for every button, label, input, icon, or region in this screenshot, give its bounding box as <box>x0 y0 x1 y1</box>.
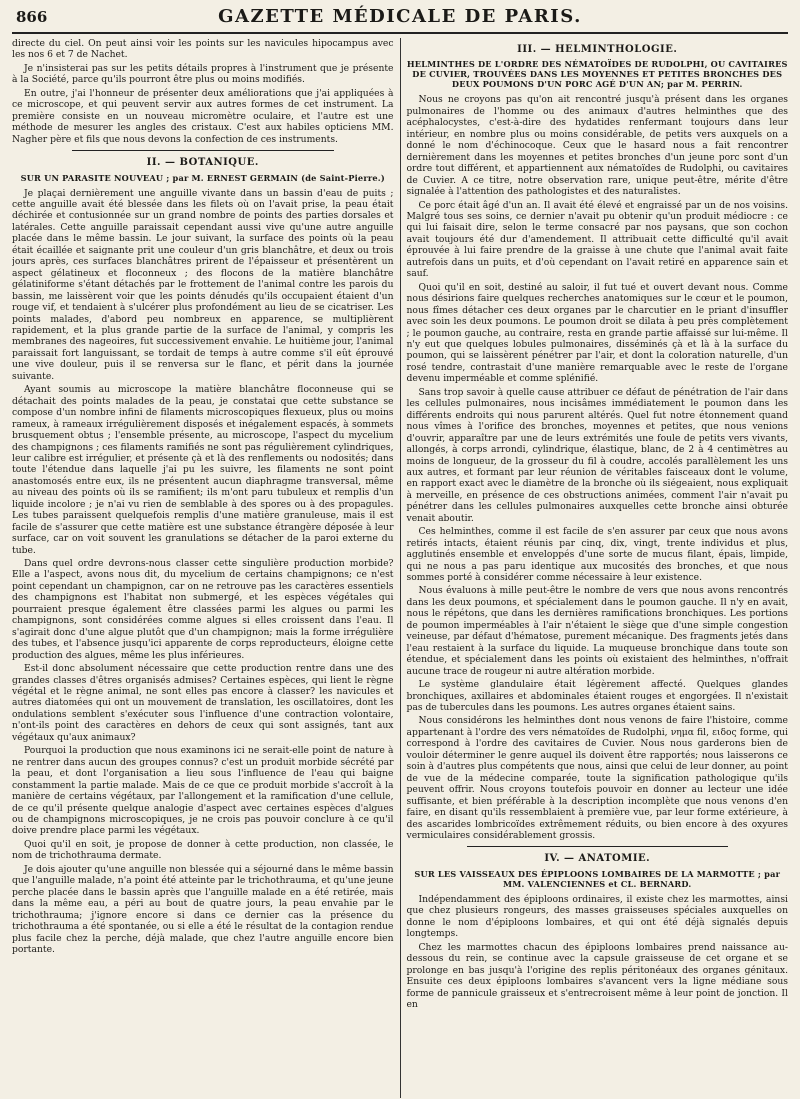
article-paragraph: Sans trop savoir à quelle cause attribuer ce défaut de pénétration de l'air dans les cellules pulmonaires, nous incisâmes immédiatement le poumon dans les différents endroits qui nous parurent altérés. Quel fut notre étonnement quand nous vîmes à l'orifice des bronches, moyennes et petites, que nous venions d'ouvrir, apparaître par une de leurs extrémités une foule de petits vers vivants, allongés, à corps arrondi, cylindrique, élastique, blanc, de 2 à 4 centimètres au moins de longueur, de la grosseur du fil à coudre, accolés parallèlement les uns aux autres, et formant par leur réunion de véritables faisceaux dont le volume, en rapport exact avec le diamètre de la bronche où ils siégeaient, nous expliquait à merveille, en présence de ces obstructions animées, comment l'air n'avait pu pénétrer dans les cellules pulmonaires auxquelles cette bronche ainsi obturée venait aboutir. <box>406 386 788 524</box>
page-number: 866 <box>16 8 48 26</box>
article-paragraph: Ce porc était âgé d'un an. Il avait été élevé et engraissé par un de nos voisins. Malgré tous ses soins, ce dernier n'avait pu obtenir qu'un produit médiocre : ce qui lui faisait dire, selon le terme consacré par nos paysans, que son cochon avait toujours été dur d'amendement. Il attribuait cette difficulté qu'il avait éprouvée à lui faire prendre de la graisse à une chute que l'animal avait faite autrefois dans un puits, et d'où cependant on l'avait retiré en apparence sain et sauf. <box>406 199 788 280</box>
page-header <box>12 6 788 34</box>
intro-paragraph: Je n'insisterai pas sur les petits détails propres à l'instrument que je présente à la Société, parce qu'ils pourront être plus ou moins modifiés. <box>12 62 394 86</box>
article-paragraph: Pourquoi la production que nous examinons ici ne serait-elle point de nature à ne rentrer dans aucun des groupes connus? c'est un produit morbide sécrété par la peau, et dont l'organisation a lieu sous l'influence de l'eau qui baigne constamment la partie malade. Mais de ce que ce produit morbide s'accroît à la manière de certains végétaux, par l'allongement et la ramification d'une cellule, de ce qu'il présente quelque analogie d'aspect avec certaines espèces d'algues ou de champignons microscopiques, je ne crois pas pouvoir conclure à ce qu'il doive prendre place parmi les végétaux. <box>12 745 394 837</box>
article-paragraph: Est-il donc absolument nécessaire que cette production rentre dans une des grandes classes d'êtres organisés admises? Certaines espèces, qui lient le règne végétal et le règne animal, ne sont elles pas encore à classer? les navicules et autres diatomées qui ont un mouvement de translation, les oscillatoires, dont les ondulations semblent s'exécuter sous l'influence d'une contraction volontaire, n'ont-ils point des caractères en dehors de ceux qui sont assignés, tant aux végétaux qu'aux animaux? <box>12 663 394 743</box>
article-paragraph: Dans quel ordre devrons-nous classer cette singulière production morbide? Elle a l'aspect, avons nous dit, du mycelium de certains champignons; ce n'est point cependant un champignon, car on ne retrouve pas les caractères essentiels des champignons est l'habitat non submergé, et les espèces végétales qui pourraient presque également être classées parmi les algues ou parmi les champignons, sont considérées comme algues si elles croissent dans l'eau. Il s'agirait donc d'une algue plutôt que d'un champignon; mais la forme irrégulière des tubes, et l'absence jusqu'ici apparente de corps reproducteurs, éloigne cette production des algues, même les plus inférieures. <box>12 558 394 661</box>
section-heading-botanique: II. — BOTANIQUE. <box>146 157 259 169</box>
article-paragraph: Je dois ajouter qu'une anguille non blessée qui a séjourné dans le même bassin que l'anguille malade, n'a point été atteinte par le trichothrauma, et qu'une jeune perche placée dans le bassin après que l'anguille malade en a été retirée, mais dans la même eau, a péri au bout de quatre jours, la peau envahie par le trichothrauma; j'ignore encore si dans ce dernier cas la présence du trichothrauma a été spontanée, ou si elle a été le résultat de la contagion rendue plus facile chez la perche, déjà malade, que chez l'autre anguille encore bien portante. <box>12 863 394 955</box>
article-paragraph: Ces helminthes, comme il est facile de s'en assurer par ceux que nous avons retirés intacts, étaient réunis par cinq, dix, vingt, trente individus et plus, agglutinés ensemble et enveloppés d'une sorte de mucus filant, épais, limpide, qui ne nous a pas paru identique aux mucosités des bronches, et que nous sommes porté à considérer comme nécessaire à leur existence. <box>406 526 788 584</box>
article-paragraph: Nous ne croyons pas qu'on ait rencontré jusqu'à présent dans les organes pulmonaires de l'homme ou des animaux d'autres helminthes que des acéphalocystes, c'est-à-dire des hydatides renfermant toujours dans leur intérieur, en nombre plus ou moins considérable, de petits vers auxquels on a donné le nom d'échinocoque. Ceux que le hasard nous a fait rencontrer dernièrement dans les moyennes et petites bronches d'un jeune porc sont d'un ordre tout différent, et appartiennent aux nématoïdes de Rudolphi, ou cavitaires de Cuvier. A ce titre, notre observation rare, unique peut-être, mérite d'être signalée à l'attention des pathologistes et des naturalistes. <box>406 94 788 198</box>
section-separator <box>72 150 334 151</box>
intro-paragraph: directe du ciel. On peut ainsi voir les points sur les navicules hipocampus avec les nos 6 et 7 de Nachet. <box>12 38 394 61</box>
article-paragraph: Nous évaluons à mille peut-être le nombre de vers que nous avons rencontrés dans les deux poumons, et spécialement dans le poumon gauche. Il n'y en avait, nous le répétons, que dans les dernières ramifications bronchiques. Les portions de poumon imperméables à l'air n'étaient le siège que d'une simple congestion veineuse, par défaut d'hématose, purement mécanique. Des fragments jetés dans l'eau restaient à la surface du liquide. La muqueuse bronchique dans toute son étendue, et spécialement dans les points où existaient des helminthes, n'offrait aucune trace de rougeur ni autre altération morbide. <box>406 585 788 677</box>
section-heading-helminthologie: III. — HELMINTHOLOGIE. <box>517 44 678 55</box>
article-paragraph: Nous considérons les helminthes dont nous venons de faire l'histoire, comme appartenant à l'ordre des vers nématoïdes de Rudolphi, νημα fil, ειδος forme, qui correspond à l'ordre des cavitaires de Cuvier. Nous nous garderons bien de vouloir déterminer le genre auquel ils doivent être rapportés; nous laisserons ce soin à d'autres plus compétents que nous, ainsi que celui de leur donner, au point de vue de la médecine comparée, toute la signification pathologique qu'ils peuvent offrir. Nous croyons toutefois pouvoir en donner au lecteur une idée suffisante, et bien préférable à la description incomplète que nous venons d'en faire, en disant qu'ils ressemblaient à première vue, par leur forme extérieure, à des ascarides lombricoïdes extrêmement réduits, ou bien encore à des oxyures vermiculaires considérablement grossis. <box>406 715 788 841</box>
journal-title: GAZETTE MÉDICALE DE PARIS. <box>218 6 582 27</box>
article-subheading-helminthes: HELMINTHES DE L'ORDRE DES NÉMATOÏDES DE RUDOLPHI, OU CAVITAIRES DE CUVIER, TROUVÉES DANS LES MOYENNES ET PETITES BRONCHES DES DEUX POUMONS D'UN PORC AGÉ D'UN AN; par M. PERRIN. <box>406 59 788 90</box>
intro-paragraph: En outre, j'ai l'honneur de présenter deux améliorations que j'ai appliquées à ce microscope, et qui peuvent servir aux autres formes de cet instrument. La première consiste en un nouveau micromètre oculaire, et l'autre est une méthode de mesurer les angles des cristaux. C'est aux habiles opticiens MM. Nagher père et fils que nous devons la confection de ces instruments. <box>12 87 394 145</box>
article-paragraph: Indépendamment des épiploons ordinaires, il existe chez les marmottes, ainsi que chez plusieurs rongeurs, des masses graisseuses spéciales auxquelles on donne le nom d'épiploons lombaires, et qui ont été déjà signalés depuis longtemps. <box>406 893 788 940</box>
article-paragraph: Le système glandulaire était légèrement affecté. Quelques glandes bronchiques, axillaires et abdominales étaient rouges et engorgées. Il n'existait pas de tubercules dans les poumons. Les autres organes étaient sains. <box>406 679 788 714</box>
article-subheading-epiploons: SUR LES VAISSEAUX DES ÉPIPLOONS LOMBAIRES DE LA MARMOTTE ; par MM. VALENCIENNES et CL. BERNARD. <box>414 868 781 889</box>
article-paragraph: Quoi qu'il en soit, je propose de donner à cette production, non classée, le nom de trichothrauma dermate. <box>12 838 394 862</box>
article-subheading-parasite: SUR UN PARASITE NOUVEAU ; par M. ERNEST GERMAIN (de Saint-Pierre.) <box>20 172 385 183</box>
section-separator <box>467 846 729 847</box>
article-columns <box>12 38 788 1098</box>
article-paragraph: Ayant soumis au microscope la matière blanchâtre floconneuse qui se détachait des points malades de la peau, je constatai que cette substance se compose d'un nombre infini de filaments microscopiques flexueux, plus ou moins rameux, à rameaux irrégulièrement disposés et inégalement espacés, à sommets brusquement obtus ; l'ensemble présente, au microscope, l'aspect du mycelium des champignons ; ces filaments ramifiés ne sont pas régulièrement cylindriques, leur calibre est irrégulier, et présente çà et là des renflements ou nodosités; dans toute l'étendue dans laquelle j'ai pu les suivre, les filaments ne sont point anastomosés entre eux, ils ne présentent aucun diaphragme transversal, même au niveau des points où ils se ramifient; ils m'ont paru tubuleux et remplis d'un liquide incolore ; je n'ai vu rien de semblable à des spores ou à des propagules. Les tubes paraissent quelquefois remplis d'une matière granuleuse, mais il est facile de s'assurer que cette matière est une substance étrangère déposée à leur surface, car on voit souvent les granulations se détacher de la paroi externe du tube. <box>12 384 394 556</box>
right-column <box>401 38 789 1098</box>
section-heading-anatomie: IV. — ANATOMIE. <box>544 853 651 865</box>
article-paragraph: Je plaçai dernièrement une anguille vivante dans un bassin d'eau de puits ; cette anguille avait été blessée dans les filets où on l'avait prise, la peau était déchirée et contusionnée sur un grand nombre de points des parties dorsales et latérales. Cette anguille paraissait cependant aussi vive qu'une autre anguille placée dans le même bassin. Le jour suivant, la surface des points où la peau était écaillée et saignante prit une couleur d'un gris blanchâtre, et deux ou trois jours après, ces surfaces blanchâtres prirent de l'épaisseur et présentèrent un aspect gélatineux et floconneux ; des flocons de la matière blanchâtre gélatiniforme s'étant détachés par le frottement de l'animal contre les parois du bassin, me laissèrent voir que les points dénudés qu'ils occupaient étaient d'un rouge vif, et tendaient à s'ulcérer plus profondément au lieu de se cicatriser. Les points malades, d'abord peu nombreux en apparence, se multiplièrent rapidement, et la plus grande partie de la surface de l'animal, y compris les membranes des nageoires, fut successivement envahie. Le huitième jour, l'animal paraissait fort languissant, se tordait de temps à autre comme s'il eût éprouvé une vive douleur, puis il se renversa sur le flanc, et périt dans la journée suivante. <box>12 187 394 382</box>
article-paragraph: Chez les marmottes chacun des épiploons lombaires prend naissance au-dessous du rein, se continue avec la capsule graisseuse de cet organe et se prolonge en bas jusqu'à l'origine des replis péritonéaux des organes génitaux. Ensuite ces deux épiploons lombaires s'avancent vers la ligne médiane sous forme de pannicule graisseux et s'entrecroisent même à leur point de jonction. Il en <box>406 941 788 1010</box>
left-column <box>12 38 400 1098</box>
article-paragraph: Quoi qu'il en soit, destiné au saloir, il fut tué et ouvert devant nous. Comme nous désirions faire quelques recherches anatomiques sur le cœur et le poumon, nous fîmes détacher ces deux organes par le charcutier en le priant d'insuffler avec soin les deux poumons. Le poumon droit se dilata à peu près complètement ; le poumon gauche, au contraire, resta en grande partie affaissé sur lui-même. Il n'y eut que quelques lobules pulmonaires, disséminés çà et là à la surface du poumon, qui se laissèrent pénétrer par l'air, et dont la coloration naturelle, d'un rosé tendre, contrastait d'une manière remarquable avec le reste de l'organe devenu imperméable et comme splénifié. <box>406 281 788 385</box>
